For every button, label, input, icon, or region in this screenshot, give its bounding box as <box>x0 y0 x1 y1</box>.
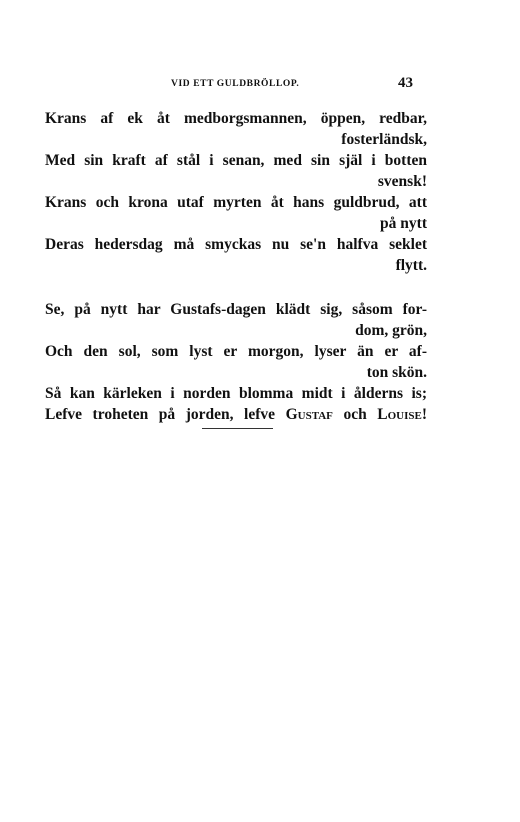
verse-turnover: dom, grön, <box>355 322 427 339</box>
stanza-1 <box>45 108 427 276</box>
verse-line-last <box>45 404 427 425</box>
verse-turnover: på nytt <box>380 215 427 232</box>
verse-line: Se, på nytt har Gustafs-dagen klädt sig, såsom for- <box>45 301 427 318</box>
page-number: 43 <box>398 75 413 91</box>
stanza-break <box>45 276 427 299</box>
name-louise: Louise <box>377 406 422 423</box>
verse-line: Så kan kärleken i norden blomma midt i ålderns is; <box>45 385 427 402</box>
verse-turnover: svensk! <box>377 173 427 190</box>
last-line-start: Lefve troheten på jorden, lefve <box>45 406 286 423</box>
verse-line: Deras hedersdag må smyckas nu se'n halfva seklet <box>45 236 427 253</box>
verse-turnover: ton skön. <box>366 364 427 381</box>
section-rule <box>202 428 273 429</box>
name-gustaf: Gustaf <box>285 406 333 423</box>
stanza-2 <box>45 299 427 425</box>
running-title: VID ETT GULDBRÖLLOP. <box>171 79 300 89</box>
last-line-middle: och <box>332 406 378 423</box>
verse-line: Krans af ek åt medborgsmannen, öppen, redbar, <box>45 110 427 127</box>
poem <box>45 108 427 425</box>
verse-line: Krans och krona utaf myrten åt hans guldbrud, att <box>45 194 427 211</box>
verse-line: Och den sol, som lyst er morgon, lyser än er af- <box>45 343 427 360</box>
last-line-end: ! <box>421 406 427 423</box>
verse-line: Med sin kraft af stål i senan, med sin själ i botten <box>45 152 427 169</box>
verse-turnover: fosterländsk, <box>341 131 427 148</box>
verse-turnover: flytt. <box>395 257 427 274</box>
